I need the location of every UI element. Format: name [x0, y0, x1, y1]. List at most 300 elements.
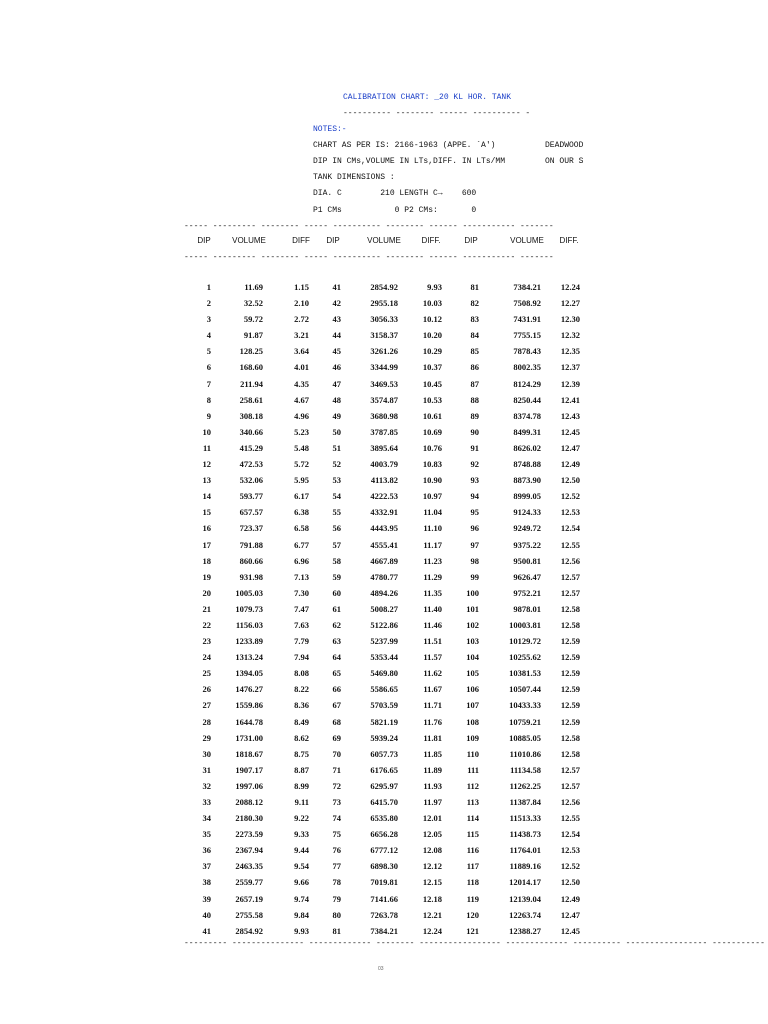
cell-dip-3: 114	[466, 813, 479, 824]
cell-diff-1: 9.93	[294, 925, 309, 936]
cell-volume-1: 1818.67	[235, 748, 263, 759]
table-row	[0, 330, 768, 346]
cell-volume-2: 3787.85	[370, 426, 398, 437]
cell-diff-1: 5.95	[294, 475, 309, 486]
cell-volume-3: 10759.21	[509, 716, 541, 727]
cell-dip-1: 37	[202, 861, 211, 872]
cell-volume-2: 5821.19	[370, 716, 398, 727]
cell-diff-2: 12.01	[422, 813, 442, 824]
table-row	[0, 540, 768, 556]
cell-diff-2: 12.21	[422, 909, 442, 920]
cell-dip-2: 49	[332, 410, 341, 421]
cell-dip-2: 46	[332, 362, 341, 373]
cell-diff-2: 9.93	[427, 282, 442, 292]
cell-volume-2: 6295.97	[370, 780, 398, 791]
cell-diff-3: 12.24	[560, 282, 580, 292]
col-header-dip-2: DIP	[326, 236, 340, 245]
cell-diff-3: 12.59	[560, 668, 580, 679]
cell-dip-3: 103	[466, 636, 479, 647]
cell-diff-2: 11.40	[423, 603, 442, 614]
cell-volume-2: 6176.65	[370, 764, 398, 775]
cell-dip-1: 10	[202, 426, 211, 437]
cell-volume-2: 3680.98	[370, 410, 398, 421]
table-row	[0, 829, 768, 845]
cell-diff-3: 12.37	[560, 362, 580, 373]
cell-diff-1: 2.72	[294, 314, 309, 325]
cell-diff-2: 11.51	[423, 636, 442, 647]
cell-volume-2: 5237.99	[370, 636, 398, 647]
cell-dip-2: 78	[332, 877, 341, 888]
cell-diff-3: 12.57	[560, 571, 580, 582]
cell-dip-1: 2	[206, 298, 211, 309]
cell-dip-1: 1	[206, 282, 211, 292]
cell-diff-3: 12.47	[560, 909, 580, 920]
cell-dip-2: 48	[332, 394, 341, 405]
cell-diff-3: 12.30	[560, 314, 580, 325]
cell-volume-3: 11262.25	[509, 780, 541, 791]
cell-volume-1: 258.61	[239, 394, 263, 405]
cell-dip-1: 28	[202, 716, 211, 727]
cell-dip-2: 76	[332, 845, 341, 856]
cell-volume-3: 8002.35	[513, 362, 541, 373]
cell-dip-3: 82	[470, 298, 479, 309]
col-header-volume-2: VOLUME	[367, 236, 401, 245]
cell-volume-3: 11134.58	[510, 764, 541, 775]
cell-diff-3: 12.45	[560, 925, 580, 936]
cell-volume-1: 415.29	[239, 442, 263, 453]
table-row	[0, 346, 768, 362]
cell-diff-3: 12.39	[560, 378, 580, 389]
cell-diff-2: 10.12	[422, 314, 442, 325]
cell-volume-2: 6656.28	[370, 829, 398, 840]
cell-volume-1: 59.72	[243, 314, 263, 325]
cell-dip-1: 4	[206, 330, 211, 341]
cell-volume-1: 472.53	[239, 459, 263, 470]
cell-dip-2: 80	[332, 909, 341, 920]
cell-volume-1: 931.98	[239, 571, 263, 582]
cell-diff-3: 12.49	[560, 459, 580, 470]
cell-volume-2: 4667.89	[370, 555, 398, 566]
cell-dip-3: 121	[466, 925, 479, 936]
cell-dip-2: 67	[332, 700, 341, 711]
col-header-diff-1: DIFF	[292, 236, 310, 245]
cell-diff-3: 12.49	[560, 893, 580, 904]
cell-dip-3: 113	[466, 797, 479, 807]
note-units: DIP IN CMs,VOLUME IN LTs,DIFF. IN LTs/MM	[313, 157, 506, 166]
cell-dip-3: 95	[470, 507, 479, 518]
cell-dip-1: 36	[202, 845, 211, 856]
cell-dip-1: 24	[202, 652, 211, 663]
table-row	[0, 717, 768, 733]
table-row	[0, 684, 768, 700]
cell-dip-3: 89	[470, 410, 479, 421]
cell-diff-2: 11.17	[423, 539, 442, 550]
cell-volume-1: 1005.03	[235, 587, 263, 598]
cell-diff-3: 12.54	[560, 523, 580, 534]
cell-dip-3: 93	[470, 475, 479, 486]
cell-dip-3: 86	[470, 362, 479, 373]
cell-volume-1: 2854.92	[235, 925, 263, 936]
cell-volume-1: 2755.58	[235, 909, 263, 920]
table-row	[0, 475, 768, 491]
cell-diff-2: 10.61	[422, 410, 442, 421]
cell-dip-3: 90	[470, 426, 479, 437]
cell-volume-2: 3261.26	[370, 346, 398, 357]
cell-dip-1: 17	[202, 539, 211, 550]
cell-volume-3: 8374.78	[513, 410, 541, 421]
cell-dip-1: 33	[202, 797, 211, 807]
cell-dip-2: 69	[332, 732, 341, 743]
cell-diff-1: 4.96	[294, 410, 309, 421]
cell-dip-3: 118	[466, 877, 479, 888]
cell-volume-3: 8124.29	[513, 378, 541, 389]
cell-dip-3: 98	[470, 555, 479, 566]
cell-dip-3: 112	[466, 780, 479, 791]
cell-volume-1: 657.57	[239, 507, 263, 518]
cell-diff-3: 12.52	[560, 861, 580, 872]
cell-volume-1: 723.37	[239, 523, 263, 534]
cell-diff-3: 12.58	[560, 748, 580, 759]
cell-dip-1: 35	[202, 829, 211, 840]
page-title: CALIBRATION CHART: _20 KL HOR. TANK	[343, 93, 512, 102]
cell-dip-3: 109	[466, 732, 479, 743]
cell-volume-3: 11889.16	[509, 861, 541, 872]
cell-dip-2: 58	[332, 555, 341, 566]
table-rule-header: ----- --------- -------- ----- ---------- -------- ------ ----------- -------	[184, 253, 554, 262]
cell-diff-1: 7.63	[294, 619, 309, 630]
cell-volume-3: 7384.21	[513, 282, 541, 292]
cell-dip-1: 9	[206, 410, 211, 421]
cell-diff-1: 7.47	[294, 603, 309, 614]
cell-diff-3: 12.55	[560, 539, 580, 550]
cell-dip-1: 32	[202, 780, 211, 791]
cell-volume-2: 5008.27	[370, 603, 398, 614]
cell-diff-3: 12.58	[560, 732, 580, 743]
table-row	[0, 894, 768, 910]
col-header-volume-3: VOLUME	[510, 236, 544, 245]
cell-diff-2: 11.97	[423, 797, 442, 807]
cell-volume-2: 7263.78	[370, 909, 398, 920]
cell-dip-1: 14	[202, 491, 211, 502]
cell-dip-2: 75	[332, 829, 341, 840]
cell-dip-3: 96	[470, 523, 479, 534]
cell-volume-3: 7878.43	[513, 346, 541, 357]
cell-volume-3: 12388.27	[509, 925, 541, 936]
cell-volume-3: 9375.22	[513, 539, 541, 550]
note-deadwood: DEADWOOD	[545, 141, 584, 150]
table-row	[0, 523, 768, 539]
cell-diff-3: 12.58	[560, 619, 580, 630]
cell-dip-3: 101	[466, 603, 479, 614]
cell-volume-2: 2955.18	[370, 298, 398, 309]
cell-volume-3: 7755.15	[513, 330, 541, 341]
note-on-our: ON OUR S	[545, 157, 584, 166]
cell-dip-3: 87	[470, 378, 479, 389]
cell-diff-1: 7.13	[294, 571, 309, 582]
cell-dip-3: 83	[470, 314, 479, 325]
cell-diff-3: 12.32	[560, 330, 580, 341]
cell-dip-1: 5	[206, 346, 211, 357]
cell-volume-1: 1313.24	[235, 652, 263, 663]
cell-diff-1: 9.66	[294, 877, 309, 888]
table-row	[0, 459, 768, 475]
table-row	[0, 572, 768, 588]
cell-volume-3: 7508.92	[513, 298, 541, 309]
cell-diff-2: 12.24	[422, 925, 442, 936]
cell-dip-2: 77	[332, 861, 341, 872]
cell-diff-2: 10.03	[422, 298, 442, 309]
cell-dip-1: 25	[202, 668, 211, 679]
cell-volume-2: 6898.30	[370, 861, 398, 872]
cell-dip-1: 13	[202, 475, 211, 486]
cell-diff-1: 8.62	[294, 732, 309, 743]
table-row	[0, 797, 768, 813]
cell-diff-2: 11.23	[423, 555, 442, 566]
cell-diff-1: 8.87	[294, 764, 309, 775]
cell-dip-3: 97	[470, 539, 479, 550]
cell-diff-3: 12.54	[560, 829, 580, 840]
cell-volume-1: 2180.30	[235, 813, 263, 824]
cell-dip-2: 57	[332, 539, 341, 550]
cell-diff-1: 8.49	[294, 716, 309, 727]
cell-volume-1: 532.06	[239, 475, 263, 486]
cell-diff-2: 12.08	[422, 845, 442, 856]
cell-dip-3: 85	[470, 346, 479, 357]
cell-diff-2: 11.57	[423, 652, 442, 663]
col-header-diff-2: DIFF.	[421, 236, 441, 245]
cell-volume-3: 8873.90	[513, 475, 541, 486]
cell-diff-2: 11.67	[423, 684, 442, 695]
cell-volume-3: 12014.17	[509, 877, 541, 888]
cell-volume-1: 211.94	[240, 378, 263, 389]
cell-dip-2: 60	[332, 587, 341, 598]
cell-dip-3: 108	[466, 716, 479, 727]
cell-diff-1: 6.77	[294, 539, 309, 550]
title-underline: ---------- -------- ------ ---------- -	[343, 109, 531, 118]
cell-dip-1: 8	[206, 394, 211, 405]
cell-volume-3: 10507.44	[509, 684, 541, 695]
cell-dip-1: 26	[202, 684, 211, 695]
cell-volume-3: 9500.81	[513, 555, 541, 566]
cell-volume-3: 11438.73	[509, 829, 541, 840]
cell-volume-3: 10381.53	[509, 668, 541, 679]
cell-diff-1: 9.11	[294, 797, 309, 807]
cell-diff-2: 11.85	[423, 748, 442, 759]
cell-dip-3: 115	[466, 829, 479, 840]
cell-volume-3: 8748.88	[513, 459, 541, 470]
cell-dip-1: 41	[202, 925, 211, 936]
cell-diff-2: 10.29	[422, 346, 442, 357]
cell-dip-2: 79	[332, 893, 341, 904]
cell-dip-2: 64	[332, 652, 341, 663]
cell-diff-1: 4.01	[294, 362, 309, 373]
cell-volume-1: 2463.35	[235, 861, 263, 872]
cell-diff-2: 10.83	[422, 459, 442, 470]
table-row	[0, 556, 768, 572]
cell-dip-2: 54	[332, 491, 341, 502]
table-row	[0, 443, 768, 459]
cell-dip-1: 30	[202, 748, 211, 759]
cell-dip-3: 120	[466, 909, 479, 920]
cell-volume-2: 4113.82	[370, 475, 398, 486]
cell-volume-1: 1394.05	[235, 668, 263, 679]
cell-dip-1: 31	[202, 764, 211, 775]
cell-diff-2: 11.29	[423, 571, 442, 582]
table-row	[0, 507, 768, 523]
cell-diff-3: 12.41	[560, 394, 580, 405]
cell-volume-2: 4780.77	[370, 571, 398, 582]
cell-diff-3: 12.59	[560, 700, 580, 711]
col-header-diff-3: DIFF.	[559, 236, 579, 245]
cell-dip-2: 47	[332, 378, 341, 389]
cell-dip-3: 100	[466, 587, 479, 598]
cell-diff-1: 9.54	[294, 861, 309, 872]
cell-dip-1: 6	[206, 362, 211, 373]
cell-diff-2: 10.97	[422, 491, 442, 502]
table-row	[0, 765, 768, 781]
cell-dip-1: 29	[202, 732, 211, 743]
cell-volume-1: 1907.17	[235, 764, 263, 775]
cell-volume-2: 3344.99	[370, 362, 398, 373]
cell-diff-3: 12.50	[560, 877, 580, 888]
cell-diff-3: 12.53	[560, 845, 580, 856]
cell-volume-3: 12263.74	[509, 909, 541, 920]
cell-diff-1: 9.33	[294, 829, 309, 840]
cell-diff-2: 12.12	[422, 861, 442, 872]
cell-diff-2: 11.04	[423, 507, 442, 518]
cell-volume-2: 6415.70	[370, 797, 398, 807]
cell-diff-2: 11.10	[423, 523, 442, 534]
cell-diff-1: 4.35	[294, 378, 309, 389]
cell-volume-2: 5469.80	[370, 668, 398, 679]
cell-diff-3: 12.43	[560, 410, 580, 421]
cell-dip-3: 119	[466, 893, 479, 904]
cell-diff-3: 12.50	[560, 475, 580, 486]
cell-dip-3: 107	[466, 700, 479, 711]
cell-dip-3: 88	[470, 394, 479, 405]
cell-volume-2: 5122.86	[370, 619, 398, 630]
cell-dip-3: 105	[466, 668, 479, 679]
cell-volume-1: 2559.77	[235, 877, 263, 888]
cell-dip-2: 42	[332, 298, 341, 309]
cell-dip-3: 81	[470, 282, 479, 292]
table-row	[0, 314, 768, 330]
table-row	[0, 604, 768, 620]
cell-diff-3: 12.56	[560, 555, 580, 566]
cell-dip-2: 72	[332, 780, 341, 791]
cell-volume-3: 10255.62	[509, 652, 541, 663]
cell-dip-1: 3	[206, 314, 211, 325]
cell-volume-1: 2088.12	[235, 797, 263, 807]
cell-diff-1: 8.75	[294, 748, 309, 759]
cell-dip-2: 73	[332, 797, 341, 807]
cell-volume-2: 5586.65	[370, 684, 398, 695]
cell-dip-1: 39	[202, 893, 211, 904]
cell-volume-2: 6535.80	[370, 813, 398, 824]
cell-volume-1: 1476.27	[235, 684, 263, 695]
cell-diff-3: 12.58	[560, 603, 580, 614]
cell-volume-1: 1997.06	[235, 780, 263, 791]
table-row	[0, 379, 768, 395]
cell-volume-1: 91.87	[243, 330, 263, 341]
cell-diff-2: 10.20	[422, 330, 442, 341]
cell-volume-3: 8999.05	[513, 491, 541, 502]
cell-volume-1: 2273.59	[235, 829, 263, 840]
cell-volume-2: 4003.79	[370, 459, 398, 470]
cell-volume-1: 308.18	[239, 410, 263, 421]
cell-diff-2: 10.53	[422, 394, 442, 405]
cell-volume-1: 168.60	[239, 362, 263, 373]
cell-dip-3: 94	[470, 491, 479, 502]
cell-diff-1: 7.94	[294, 652, 309, 663]
cell-dip-2: 52	[332, 459, 341, 470]
cell-dip-3: 117	[466, 861, 479, 872]
cell-volume-2: 7019.81	[370, 877, 398, 888]
notes-label: NOTES:-	[313, 125, 347, 134]
cell-dip-2: 63	[332, 636, 341, 647]
cell-diff-1: 7.30	[294, 587, 309, 598]
cell-dip-2: 70	[332, 748, 341, 759]
tank-dia-length: DIA. C 210 LENGTH C→ 600	[313, 189, 477, 198]
cell-volume-3: 9124.33	[513, 507, 541, 518]
cell-volume-2: 5939.24	[370, 732, 398, 743]
cell-diff-3: 12.35	[560, 346, 580, 357]
table-row	[0, 588, 768, 604]
cell-volume-3: 8250.44	[513, 394, 541, 405]
cell-dip-3: 111	[467, 764, 479, 775]
cell-diff-2: 12.05	[422, 829, 442, 840]
cell-diff-3: 12.59	[560, 716, 580, 727]
cell-dip-3: 92	[470, 459, 479, 470]
cell-diff-1: 1.15	[294, 282, 309, 292]
cell-dip-1: 11	[202, 442, 211, 453]
cell-volume-2: 7384.21	[370, 925, 398, 936]
cell-diff-1: 3.64	[294, 346, 309, 357]
cell-diff-1: 6.17	[294, 491, 309, 502]
cell-diff-1: 9.74	[294, 893, 309, 904]
cell-dip-3: 110	[466, 748, 479, 759]
cell-dip-2: 59	[332, 571, 341, 582]
table-row	[0, 668, 768, 684]
cell-dip-2: 71	[332, 764, 341, 775]
cell-dip-1: 19	[202, 571, 211, 582]
cell-volume-1: 11.69	[244, 282, 263, 292]
cell-volume-3: 8499.31	[513, 426, 541, 437]
cell-volume-1: 1156.03	[235, 619, 263, 630]
cell-dip-1: 12	[202, 459, 211, 470]
table-row	[0, 845, 768, 861]
cell-diff-1: 8.22	[294, 684, 309, 695]
cell-volume-3: 12139.04	[509, 893, 541, 904]
cell-dip-1: 21	[202, 603, 211, 614]
note-standard: CHART AS PER IS: 2166-1963 (APPE. `A')	[313, 141, 496, 150]
cell-dip-2: 44	[332, 330, 341, 341]
cell-dip-3: 104	[466, 652, 479, 663]
cell-diff-3: 12.45	[560, 426, 580, 437]
cell-diff-3: 12.57	[560, 764, 580, 775]
cell-diff-3: 12.53	[560, 507, 580, 518]
cell-diff-1: 5.48	[294, 442, 309, 453]
table-row	[0, 910, 768, 926]
cell-volume-3: 9878.01	[513, 603, 541, 614]
cell-volume-1: 1233.89	[235, 636, 263, 647]
table-row	[0, 427, 768, 443]
cell-volume-1: 340.66	[239, 426, 263, 437]
cell-diff-1: 9.44	[294, 845, 309, 856]
table-rule-bottom: --------- --------------- ------------- -------- ----------------- ------------- ---------- ----------------- -----------	[184, 939, 765, 948]
cell-diff-2: 11.46	[423, 619, 442, 630]
cell-diff-1: 9.84	[294, 909, 309, 920]
